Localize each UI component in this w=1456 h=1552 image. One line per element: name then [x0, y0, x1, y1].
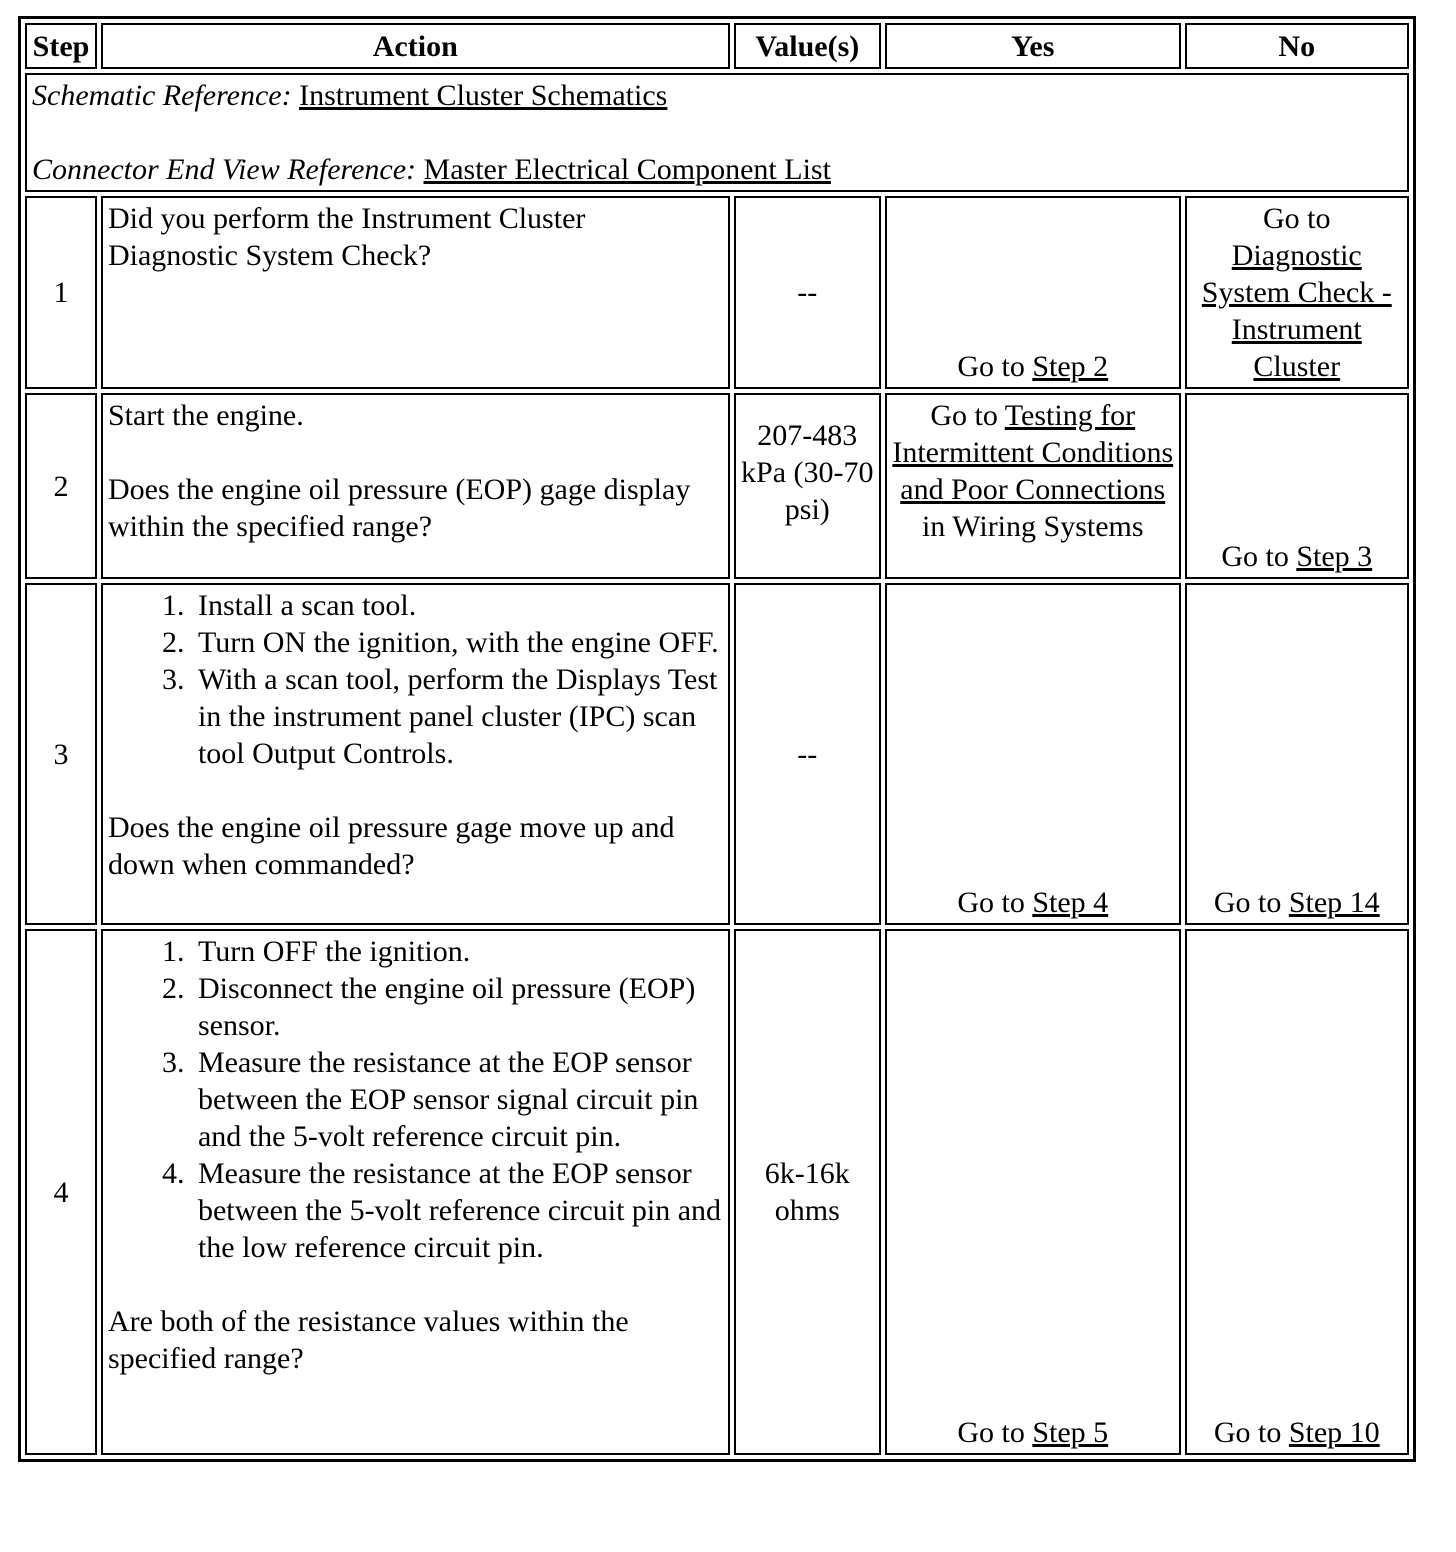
table-row [25, 583, 1409, 925]
yes-cell [885, 196, 1181, 389]
list-item: 3. Measure the resistance at the EOP sensor between the EOP sensor signal circuit pin and the 5-volt reference circuit pin. [192, 1044, 723, 1155]
action-cell [101, 393, 730, 579]
list-item: 4. Measure the resistance at the EOP sensor between the 5-volt reference circuit pin and the low reference circuit pin. [192, 1155, 723, 1266]
no-link[interactable]: Step 10 [1288, 1416, 1380, 1449]
action-question: Does the engine oil pressure gage move up and down when commanded? [107, 811, 675, 881]
header-step: Step [25, 23, 97, 69]
action-intro: Start the engine. [107, 399, 304, 432]
no-prefix: Go to [1213, 1416, 1282, 1449]
table-row [25, 929, 1409, 1455]
action-cell [101, 583, 730, 925]
no-prefix: Go to [1263, 202, 1331, 235]
list-item: 1. Install a scan tool. [192, 587, 723, 624]
yes-prefix: Go to [957, 1416, 1025, 1449]
step-number: 2 [25, 393, 97, 579]
step-number: 4 [25, 929, 97, 1455]
value-text: 207-483 kPa (30-70 psi) [734, 393, 881, 579]
yes-suffix: in Wiring Systems [921, 510, 1144, 543]
no-cell [1185, 393, 1410, 579]
step-number: 1 [25, 196, 97, 389]
list-item: 3. With a scan tool, perform the Displays Test in the instrument panel cluster (IPC) scan tool Output Controls. [192, 661, 723, 772]
header-action: Action [101, 23, 730, 69]
yes-link[interactable]: Step 4 [1032, 886, 1109, 919]
list-item: 2. Turn ON the ignition, with the engine OFF. [192, 624, 723, 661]
no-link[interactable]: Step 3 [1296, 540, 1373, 573]
no-cell [1185, 196, 1410, 389]
yes-link[interactable]: Step 5 [1032, 1416, 1109, 1449]
header-yes: Yes [885, 23, 1181, 69]
schematic-reference-link[interactable]: Instrument Cluster Schematics [299, 79, 668, 112]
schematic-reference-label: Schematic Reference: [32, 79, 292, 112]
connector-reference-label: Connector End View Reference: [32, 153, 417, 186]
action-steps-list [108, 933, 723, 1266]
value-text: 6k-16k ohms [734, 929, 881, 1455]
header-values: Value(s) [734, 23, 881, 69]
yes-cell [885, 393, 1181, 579]
yes-prefix: Go to [930, 399, 998, 432]
action-cell [101, 929, 730, 1455]
list-item: 1. Turn OFF the ignition. [192, 933, 723, 970]
no-link[interactable]: Diagnostic System Check - Instrument Cluster [1201, 239, 1392, 383]
no-prefix: Go to [1221, 540, 1289, 573]
yes-cell [885, 929, 1181, 1455]
action-text: Did you perform the Instrument Cluster Diagnostic System Check? [101, 196, 730, 389]
header-no: No [1185, 23, 1410, 69]
table-row [25, 393, 1409, 579]
diagnostic-table [18, 16, 1416, 1462]
schematic-reference [32, 77, 1402, 114]
reference-cell [25, 73, 1409, 192]
diagnostic-page [18, 16, 1416, 1462]
action-question: Are both of the resistance values within the specified range? [107, 1305, 629, 1375]
table-row [25, 196, 1409, 389]
connector-reference [32, 151, 1402, 188]
step-number: 3 [25, 583, 97, 925]
no-prefix: Go to [1213, 886, 1282, 919]
action-steps-list [108, 587, 723, 772]
yes-prefix: Go to [957, 886, 1025, 919]
yes-cell [885, 583, 1181, 925]
no-cell [1185, 583, 1410, 925]
no-cell [1185, 929, 1410, 1455]
yes-link[interactable]: Testing for Intermittent Conditions and Poor Connections [892, 399, 1174, 506]
no-link[interactable]: Step 14 [1288, 886, 1380, 919]
connector-reference-link[interactable]: Master Electrical Component List [423, 153, 831, 186]
value-text: -- [734, 583, 881, 925]
yes-link[interactable]: Step 2 [1032, 350, 1109, 383]
header-row [25, 23, 1409, 69]
value-text: -- [734, 196, 881, 389]
yes-prefix: Go to [957, 350, 1025, 383]
reference-row [25, 73, 1409, 192]
list-item: 2. Disconnect the engine oil pressure (EOP) sensor. [192, 970, 723, 1044]
action-question: Does the engine oil pressure (EOP) gage display within the specified range? [107, 473, 691, 543]
